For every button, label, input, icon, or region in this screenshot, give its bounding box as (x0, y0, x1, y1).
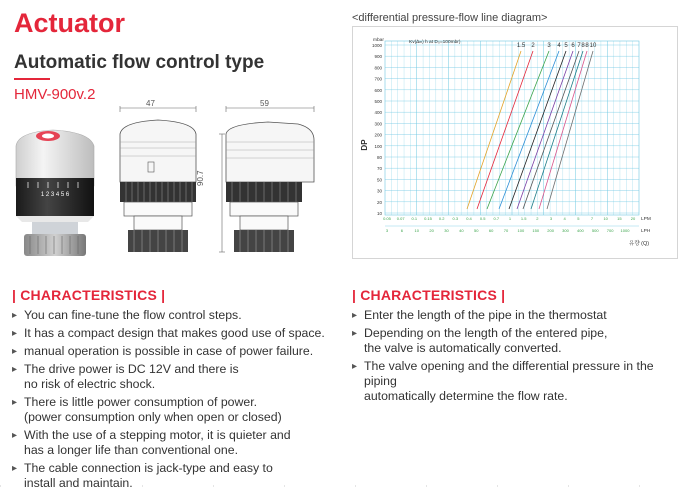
characteristic-left-item-line: ▸ manual operation is possible in case of power failure. (24, 344, 314, 358)
characteristics-heading-right: | CHARACTERISTICS | (352, 287, 506, 303)
characteristic-left-item-line: ▸ The drive power is DC 12V and there is (24, 362, 239, 376)
diagram-caption: <differential pressure-flow line diagram> (352, 12, 548, 24)
lpm-tick-label: 3 (549, 216, 553, 221)
y-tick-label: 1000 (371, 43, 382, 48)
lpm-tick-label: 4 (563, 216, 566, 221)
y-tick-label: 30 (376, 188, 382, 194)
lpm-tick-label: 1 (508, 216, 512, 221)
y-tick-label: 70 (376, 166, 382, 172)
x-axis-title: 유량 (Q) (629, 241, 650, 247)
characteristic-right-item-line: ▸ The valve opening and the differential pressure in the piping (364, 359, 654, 388)
lph-tick-label: 50 (474, 228, 479, 233)
curve-label: 6 (571, 43, 575, 49)
characteristic-right-item (352, 359, 682, 404)
flow-diagram (353, 27, 677, 258)
lph-unit-label: LPH (641, 229, 651, 234)
y-tick-label: 800 (374, 65, 382, 71)
characteristic-left-item-line: ▸ There is little power consumption of power. (24, 395, 258, 409)
lph-tick-label: 700 (606, 228, 614, 233)
lpm-tick-label: 20 (630, 216, 636, 221)
y-tick-label: 400 (374, 110, 382, 116)
y-tick-label: 20 (376, 199, 382, 205)
characteristics-list-left (12, 308, 342, 489)
lpm-tick-label: 7 (590, 216, 594, 221)
characteristic-left-item-line: ▸ The cable connection is jack-type and easy to (24, 461, 273, 475)
lpm-tick-label: 2 (536, 216, 539, 221)
dim-width-front: 47 (146, 99, 155, 108)
lph-tick-label: 6 (400, 228, 403, 233)
lpm-tick-label: 0.4 (466, 216, 472, 221)
lph-tick-label: 300 (562, 228, 569, 233)
y-tick-label: 200 (374, 132, 382, 138)
kv-label: Kv(∆ₘ) h at D₀=100mbr) (409, 40, 461, 45)
characteristics-list-right (352, 308, 682, 407)
lph-tick-label: 20 (429, 228, 434, 233)
flow-curve (467, 51, 521, 209)
lph-tick-label: 10 (414, 228, 419, 233)
characteristic-left-item-line: no risk of electric shock. (24, 377, 156, 391)
flow-curve (547, 51, 593, 209)
y-tick-label: 600 (374, 87, 382, 93)
model-number: HMV-900v.2 (14, 86, 96, 103)
lph-tick-label: 100 (517, 228, 525, 233)
y-tick-label: 10 (376, 211, 382, 216)
lph-tick-label: 30 (444, 228, 449, 233)
lph-tick-label: 60 (488, 228, 494, 233)
flow-curve (539, 51, 587, 209)
characteristics-heading-left: | CHARACTERISTICS | (12, 287, 166, 303)
characteristic-left-item (12, 344, 342, 359)
y-tick-label: 500 (374, 99, 382, 104)
side-view-drawing (218, 98, 328, 270)
characteristic-right-item-line: the valve is automatically converted. (364, 341, 562, 355)
lpm-unit-label: LPM (641, 217, 651, 222)
characteristic-right-item-line: ▸ Enter the length of the pipe in the thermostat (364, 308, 607, 322)
characteristic-left-item (12, 362, 342, 392)
flow-curve (517, 51, 573, 209)
y-tick-label: 700 (374, 76, 382, 82)
lpm-tick-label: 0.2 (438, 216, 445, 221)
dim-width-side: 59 (260, 99, 269, 108)
y-tick-label: 900 (374, 54, 382, 60)
curve-label: 7 (577, 43, 581, 49)
flow-curve (523, 51, 579, 209)
characteristic-left-item-line: ▸ You can fine-tune the flow control steps. (24, 308, 242, 322)
page-title: Actuator (14, 8, 126, 38)
characteristic-left-item (12, 428, 342, 458)
svg-text:1 2 3 4 5 6: 1 2 3 4 5 6 (40, 192, 70, 198)
diagram-frame (352, 26, 678, 259)
characteristic-right-item-line: ▸ Depending on the length of the entered pipe, (364, 326, 608, 340)
lpm-tick-label: 0.5 (479, 216, 486, 221)
characteristic-right-item (352, 326, 682, 356)
lph-tick-label: 3 (385, 228, 389, 233)
lpm-tick-label: 0.07 (396, 216, 405, 221)
lph-tick-label: 150 (532, 228, 540, 233)
y-tick-label: 100 (374, 143, 382, 149)
curve-label: 5 (564, 43, 568, 49)
lpm-tick-label: 0.15 (424, 216, 432, 221)
lpm-tick-label: 0.7 (493, 216, 500, 221)
actuator-photo (8, 126, 108, 276)
lpm-tick-label: 1.5 (520, 216, 527, 221)
dim-height: 90.7 (196, 170, 205, 186)
lpm-tick-label: 0.1 (411, 216, 418, 221)
lph-tick-label: 400 (577, 228, 584, 233)
lpm-tick-label: 5 (577, 216, 580, 221)
characteristic-right-item-line: automatically determine the flow rate. (364, 389, 568, 403)
lph-tick-label: 1000 (620, 228, 630, 233)
lph-tick-label: 40 (459, 228, 464, 233)
characteristic-left-item-line: has a longer life than conventional one. (24, 443, 238, 457)
product-subtitle: Automatic flow control type (14, 52, 265, 73)
lph-tick-label: 500 (591, 228, 599, 233)
y-axis-label: DP (360, 139, 369, 151)
footer-dotted-rule (0, 483, 685, 489)
unit-label: mbar (373, 38, 384, 43)
characteristic-right-item (352, 308, 682, 323)
curve-label: 4 (557, 43, 561, 49)
curve-label: 2 (531, 43, 535, 49)
lph-tick-label: 70 (503, 228, 509, 233)
lph-tick-label: 200 (547, 228, 554, 233)
lpm-tick-label: 0.3 (452, 216, 459, 221)
y-tick-label: 80 (376, 155, 382, 160)
characteristic-left-item (12, 326, 342, 341)
y-tick-label: 300 (374, 121, 382, 127)
characteristic-left-item (12, 395, 342, 425)
curve-label: 10 (589, 43, 597, 49)
characteristic-left-item-line: install and maintain. (24, 476, 133, 489)
lpm-tick-label: 15 (617, 216, 622, 221)
characteristic-left-item-line: (power consumption only when open or closed) (24, 410, 282, 424)
lpm-tick-label: 10 (603, 216, 608, 221)
accent-divider (14, 78, 50, 80)
y-tick-label: 50 (376, 177, 382, 183)
curve-label: 1.5 (516, 43, 526, 49)
curve-label: 3 (547, 43, 551, 49)
flow-curve (531, 51, 583, 209)
characteristic-left-item-line: ▸ It has a compact design that makes good use of space. (24, 326, 325, 340)
curve-label: 8 (581, 43, 585, 49)
lpm-tick-label: 0.05 (383, 216, 391, 221)
flow-curve (487, 51, 549, 209)
curve-label: 8 (585, 43, 589, 49)
characteristic-left-item (12, 308, 342, 323)
characteristic-left-item-line: ▸ With the use of a stepping motor, it is quieter and (24, 428, 291, 442)
